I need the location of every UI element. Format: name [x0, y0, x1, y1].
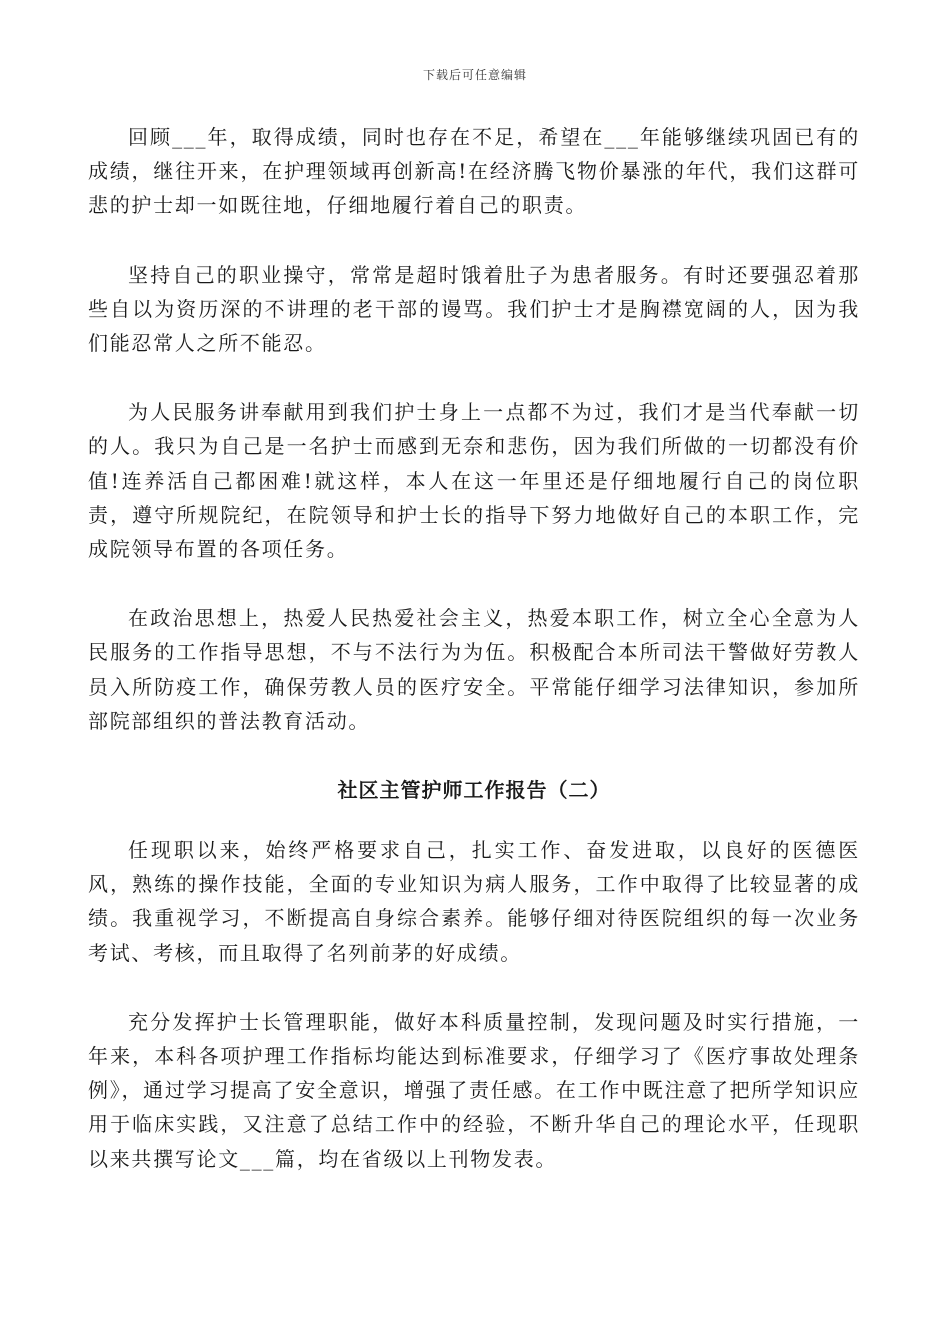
document-body — [88, 120, 860, 1211]
paragraph-review: 回顾___年，取得成绩，同时也存在不足，希望在___年能够继续巩固已有的成绩，继往开来，在护理领域再创新高!在经济腾飞物价暴涨的年代，我们这群可悲的护士却一如既往地，仔细地履行着自己的职责。 — [88, 125, 860, 218]
paragraph-political-thought: 在政治思想上，热爱人民热爱社会主义，热爱本职工作，树立全心全意为人民服务的工作指导思想，不与不法行为为伍。积极配合本所司法干警做好劳教人员入所防疫工作，确保劳教人员的医疗安全。平常能仔细学习法律知识，参加所部院部组织的普法教育活动。 — [88, 606, 860, 733]
header-note: 下载后可任意编辑 — [422, 68, 527, 82]
paragraph-since-appointment: 任现职以来，始终严格要求自己，扎实工作、奋发进取，以良好的医德医风，熟练的操作技能，全面的专业知识为病人服务，工作中取得了比较显著的成绩。我重视学习，不断提高自身综合素养。能够仔细对待医院组织的每一次业务考试、考核，而且取得了名列前茅的好成绩。 — [88, 838, 860, 965]
paragraph-dedication: 为人民服务讲奉献用到我们护士身上一点都不为过，我们才是当代奉献一切的人。我只为自己是一名护士而感到无奈和悲伤，因为我们所做的一切都没有价值!连养活自己都困难!就这样，本人在这一年里还是仔细地履行自己的岗位职责，遵守所规院纪，在院领导和护士长的指导下努力地做好自己的本职工作，完成院领导布置的各项任务。 — [88, 400, 860, 562]
paragraph-professional-ethics: 坚持自己的职业操守，常常是超时饿着肚子为患者服务。有时还要强忍着那些自以为资历深的不讲理的老干部的谩骂。我们护士才是胸襟宽阔的人，因为我们能忍常人之所不能忍。 — [88, 262, 860, 356]
paragraph-head-nurse-duties: 充分发挥护士长管理职能，做好本科质量控制，发现问题及时实行措施，一年来，本科各项护理工作指标均能达到标准要求，仔细学习了《医疗事故处理条例》，通过学习提高了安全意识，增强了责任感。在工作中既注意了把所学知识应用于临床实践，又注意了总结工作中的经验，不断升华自己的理论水平，任现职以来共撰写论文___篇，均在省级以上刊物发表。 — [88, 1009, 860, 1171]
section-title: 社区主管护师工作报告（二） — [337, 778, 611, 803]
